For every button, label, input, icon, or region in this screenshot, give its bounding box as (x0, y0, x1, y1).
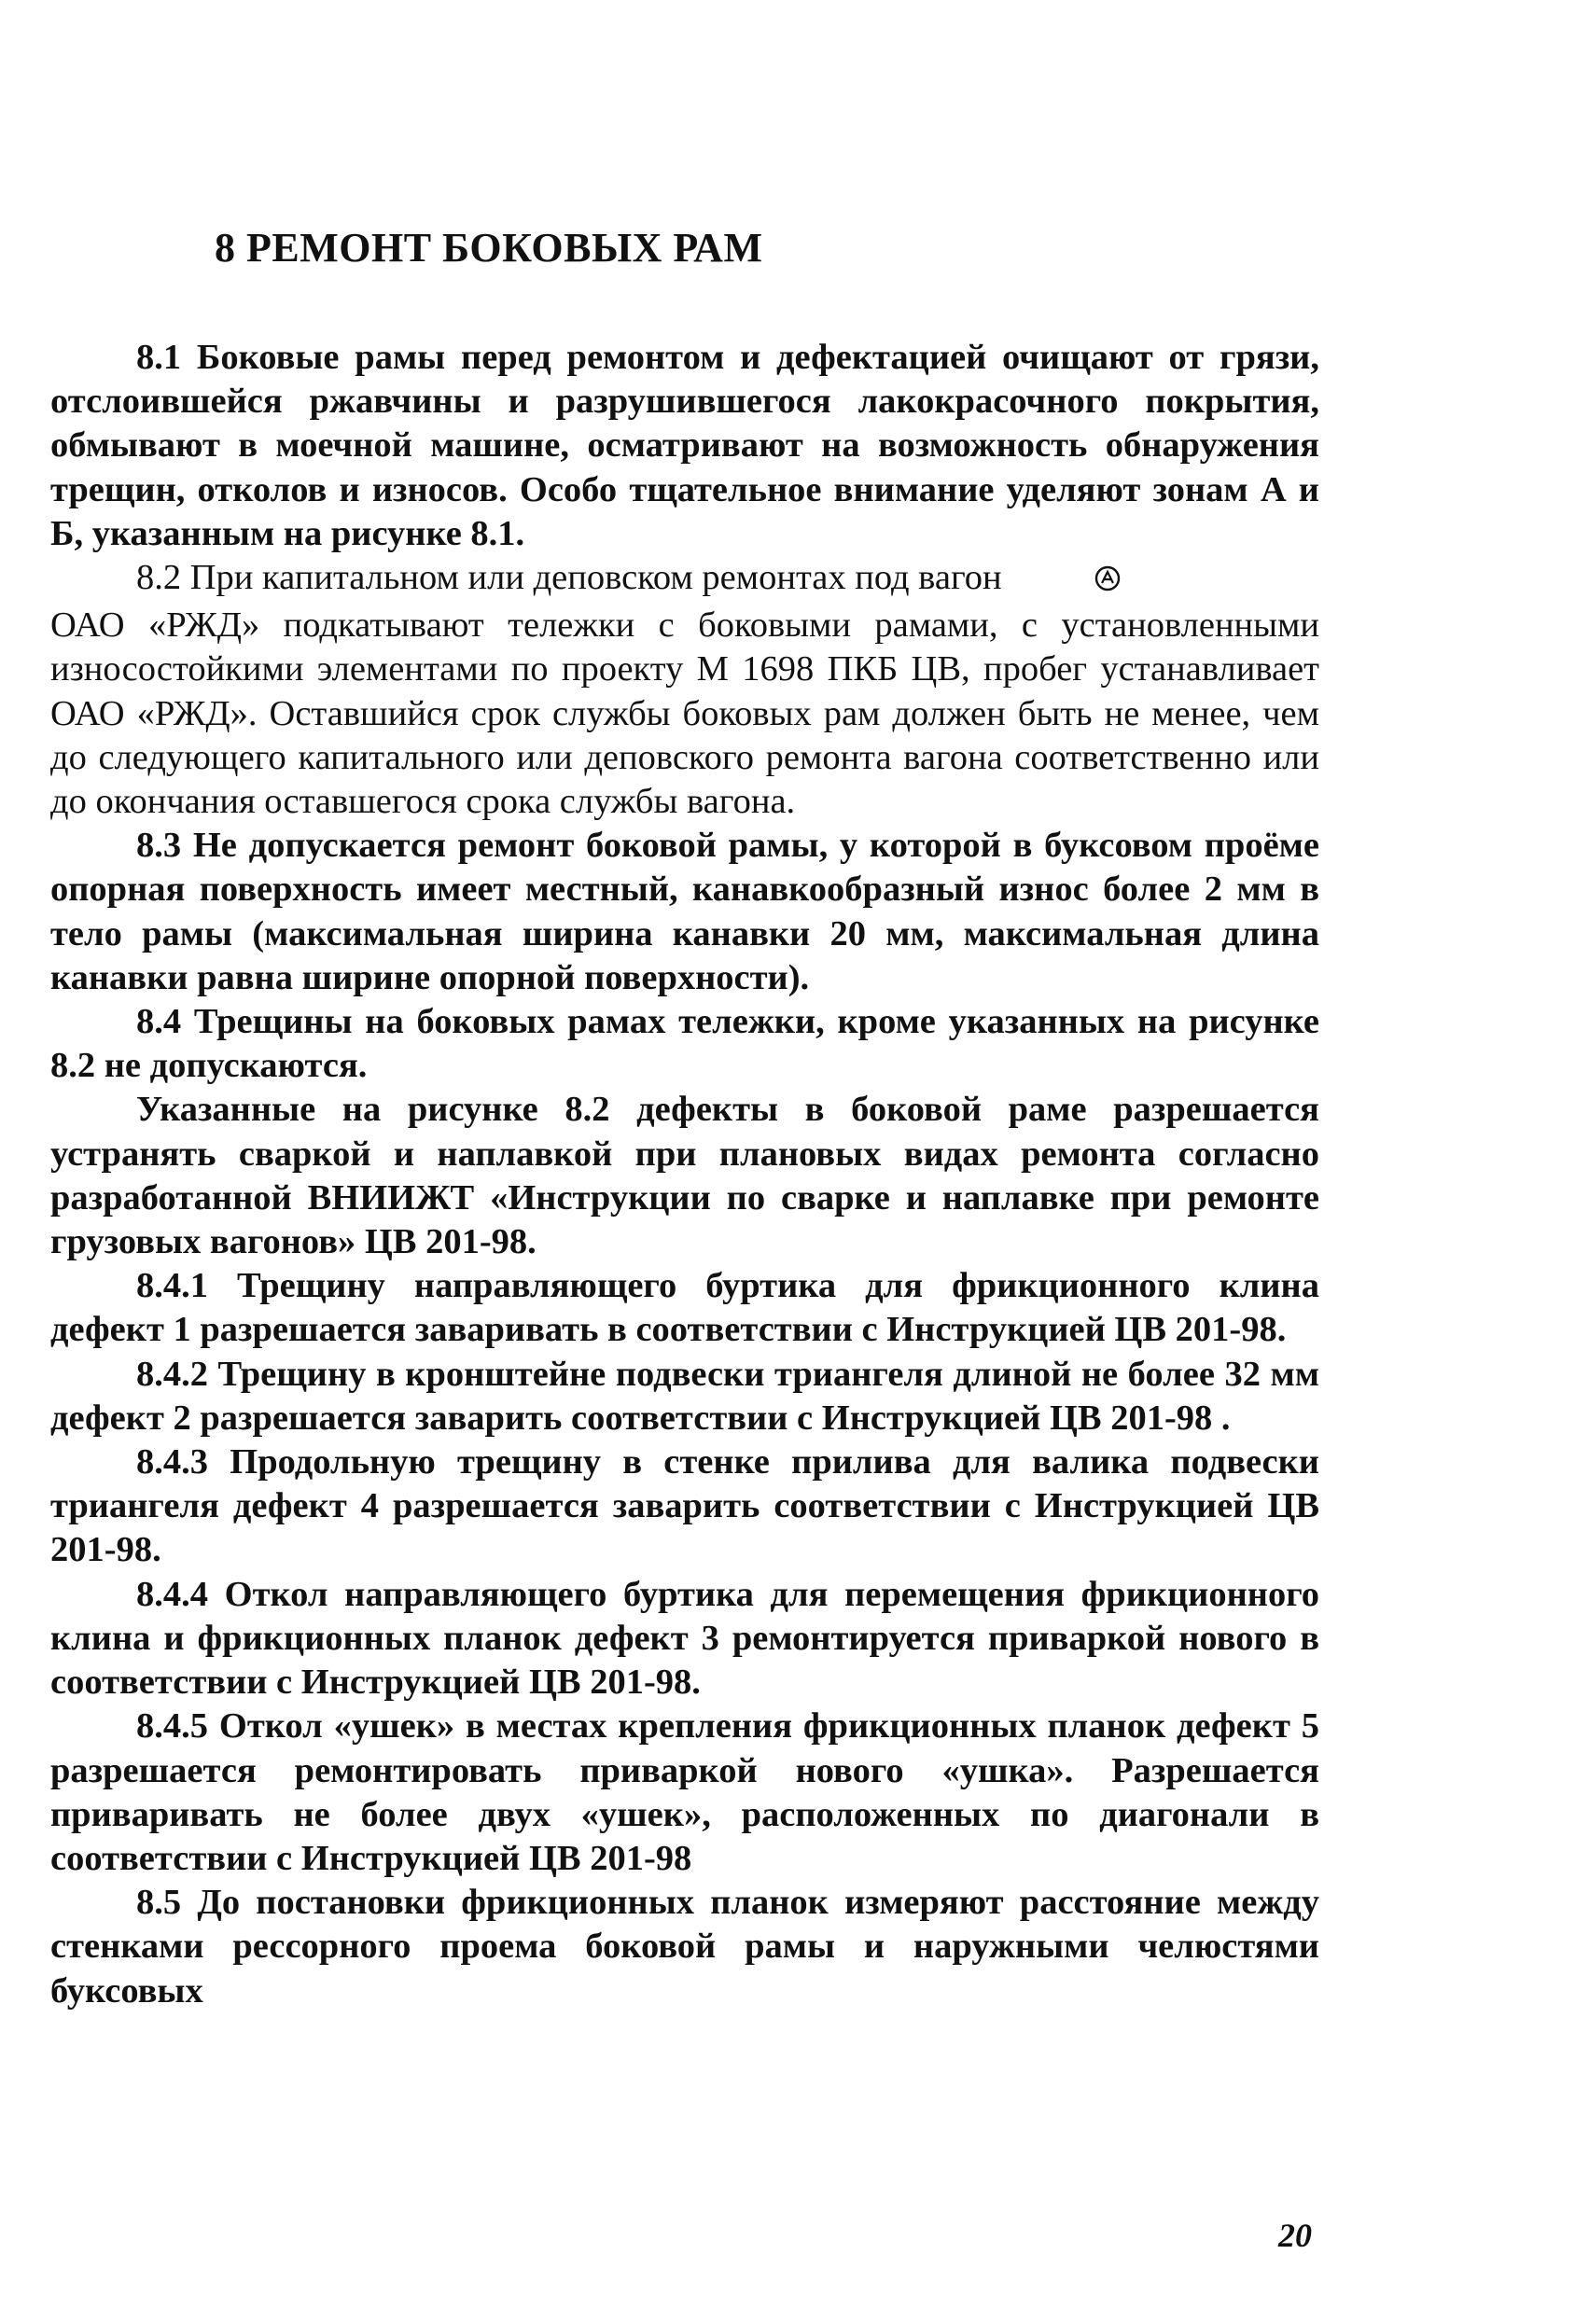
paragraph-8-4-1: 8.4.1 Трещину направляющего буртика для фрикционного клина дефект 1 разрешается заваривать в соответствии с Инструкцией ЦВ 201-98. (50, 1266, 1319, 1350)
paragraph-8-2 (50, 556, 1319, 604)
section-heading: 8 РЕМОНТ БОКОВЫХ РАМ (215, 225, 763, 271)
paragraph-8-4: 8.4 Трещины на боковых рамах тележки, кроме указанных на рисунке 8.2 не допускаются. (50, 1002, 1319, 1086)
paragraph-8-1: 8.1 Боковые рамы перед ремонтом и дефектацией очищают от грязи, отслоившейся ржавчины и разрушившегося лакокрасочного покрытия, обмывают в моечной машине, осматривают на возможность обнаружения трещин, отколов и износов. Особо тщательное внимание уделяют зонам А и Б, указанным на рисунке 8.1. (50, 338, 1319, 553)
document-body (50, 336, 1319, 2013)
ownership-mark-icon (1008, 560, 1122, 604)
paragraph-8-2-continued: ОАО «РЖД» подкатывают тележки с боковыми рамами, с установленными износостойкими элементами по проекту М 1698 ПКБ ЦВ, пробег устанавливает ОАО «РЖД». Оставшийся срок службы боковых рам должен быть не менее, чем до следующего капитального или деповского ремонта вагона соответственно или до окончания оставшегося срока службы вагона. (50, 605, 1319, 822)
paragraph-8-4-5: 8.4.5 Откол «ушек» в местах крепления фрикционных планок дефект 5 разрешается ремонтировать приваркой нового «ушка». Разрешается приваривать не более двух «ушек», расположенных по диагонали в соответствии с Инструкцией ЦВ 201-98 (50, 1706, 1319, 1878)
paragraph-8-4-4: 8.4.4 Откол направляющего буртика для перемещения фрикционного клина и фрикционных планок дефект 3 ремонтируется приваркой нового в соответствии с Инструкцией ЦВ 201-98. (50, 1574, 1319, 1703)
page-number: 20 (1278, 2217, 1312, 2254)
paragraph-8-3: 8.3 Не допускается ремонт боковой рамы, у которой в буксовом проёме опорная поверхность имеет местный, канавкообразный износ более 2 мм в тело рамы (максимальная ширина канавки 20 мм, максимальная длина канавки равна ширине опорной поверхности). (50, 826, 1319, 997)
paragraph-8-2-text: 8.2 При капитальном или деповском ремонтах под вагон (136, 558, 1002, 598)
paragraph-8-5: 8.5 До постановки фрикционных планок измеряют расстояние между стенками рессорного проема боковой рамы и наружными челюстями буксовых (50, 1883, 1319, 2011)
paragraph-8-4-note: Указанные на рисунке 8.2 дефекты в боковой раме разрешается устранять сваркой и наплавкой при плановых видах ремонта согласно разработанной ВНИИЖТ «Инструкции по сварке и наплавке при ремонте грузовых вагонов» ЦВ 201-98. (50, 1090, 1319, 1262)
paragraph-8-4-2: 8.4.2 Трещину в кронштейне подвески триангеля длиной не более 32 мм дефект 2 разрешается заварить соответствии с Инструкцией ЦВ 201-98 . (50, 1354, 1319, 1438)
paragraph-8-4-3: 8.4.3 Продольную трещину в стенке прилива для валика подвески триангеля дефект 4 разрешается заварить соответствии с Инструкцией ЦВ 201-98. (50, 1442, 1319, 1570)
